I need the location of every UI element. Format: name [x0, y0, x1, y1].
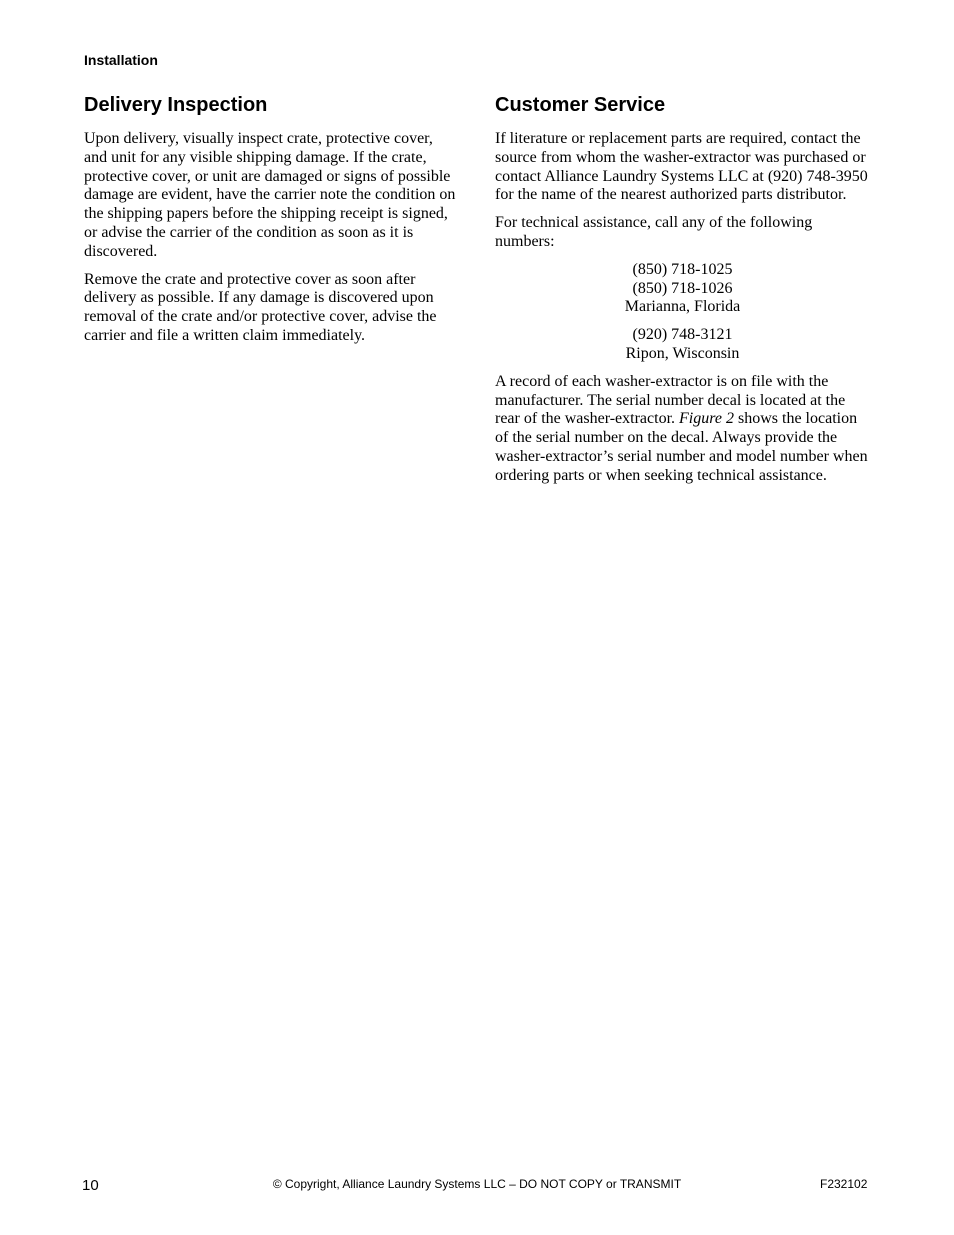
delivery-inspection-heading: Delivery Inspection — [84, 94, 268, 116]
phone-number: (920) 748-3121 — [632, 326, 733, 344]
figure-reference: Figure 2 — [679, 410, 734, 428]
section-header: Installation — [84, 52, 158, 68]
page-number: 10 — [82, 1177, 99, 1194]
customer-service-heading: Customer Service — [495, 94, 666, 116]
record-text-before: A record of each washer-extractor is on file with the manufacturer. The serial number decal is located at the rear of the washer-extractor. — [495, 372, 846, 428]
contact-block-marianna — [495, 261, 870, 317]
document-code: F232102 — [820, 1177, 868, 1191]
phone-number: (850) 718-1025 — [632, 260, 733, 278]
copyright-notice: © Copyright, Alliance Laundry Systems LLC – DO NOT COPY or TRANSMIT — [272, 1177, 682, 1191]
delivery-inspection-paragraph-2: Remove the crate and protective cover as soon after delivery as possible. If any damage is discovered upon removal of the crate and/or protective cover, advise the carrier and file a written claim immediately. — [84, 270, 437, 344]
contact-location: Marianna, Florida — [624, 298, 741, 316]
phone-number: (850) 718-1026 — [632, 279, 733, 297]
contact-location: Ripon, Wisconsin — [625, 344, 740, 362]
customer-service-section — [495, 92, 870, 495]
delivery-inspection-section — [84, 92, 459, 355]
delivery-inspection-paragraph-1: Upon delivery, visually inspect crate, protective cover, and unit for any visible shipping damage. If the crate, protective cover, or unit are damaged or signs of possible damage are evident, have the carrier note the condition on the shipping papers before the shipping receipt is signed, or advise the carrier of the condition as soon as it is discovered. — [84, 130, 456, 260]
record-text-after: shows the location of the serial number on the decal. Always provide the washer-extractor’s serial number and model number when ordering parts or when seeking technical assistance. — [495, 410, 868, 484]
contact-block-ripon — [495, 326, 870, 364]
technical-assistance-intro: For technical assistance, call any of the following numbers: — [495, 214, 813, 250]
customer-service-intro: If literature or replacement parts are required, contact the source from whom the washer-extractor was purchased or contact Alliance Laundry Systems LLC at (920) 748-3950 for the name of the nearest authorized parts distributor. — [495, 130, 868, 204]
serial-number-record-paragraph — [495, 373, 870, 486]
